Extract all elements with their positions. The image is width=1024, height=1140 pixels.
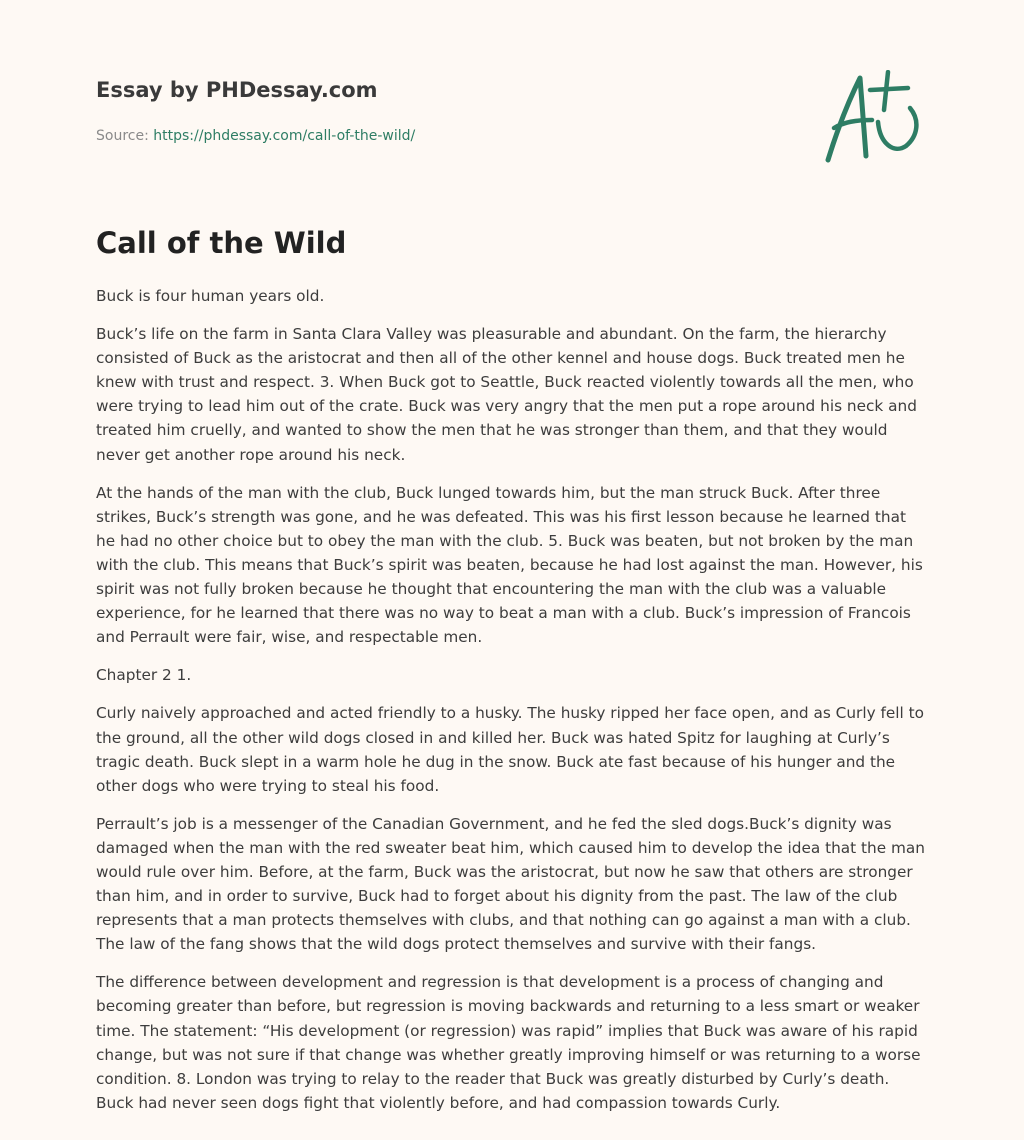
essay-paragraph: The difference between development and regression is that development is a process of changing and becoming greater than before, but regression is moving backwards and returning to a less smart or weaker time. The statement: “His development (or regression) was rapid” implies that Buck was aware of his rapid change, but was not sure if that change was whether greatly improving himself or was returning to a worse condition. 8. London was trying to relay to the reader that Buck was greatly disturbed by Curly’s death. Buck had never seen dogs fight that violently before, and had compassion towards Curly. xyxy=(96,973,921,1112)
essay-paragraph: Curly naively approached and acted friendly to a husky. The husky ripped her face open, and as Curly fell to the ground, all the other wild dogs closed in and killed her. Buck was hated Spitz for laughing at Curly’s tragic death. Buck slept in a warm hole he dug in the snow. Buck ate fast because of his hunger and the other dogs who were trying to steal his food. xyxy=(96,704,925,795)
essay-paragraph: At the hands of the man with the club, Buck lunged towards him, but the man struck Buck. After three strikes, Buck’s strength was gone, and he was defeated. This was his first lesson because he learned that he had no other choice but to obey the man with the club. 5. Buck was beaten, but not broken by the man with the club. This means that Buck’s spirit was beaten, because he had lost against the man. However, his spirit was not fully broken because he thought that encountering the man with the club was a valuable experience, for he learned that there was no way to beat a man with a club. Buck’s impression of Francois and Perrault were fair, wise, and respectable men. xyxy=(96,483,923,647)
essay-paragraph: Buck’s life on the farm in Santa Clara Valley was pleasurable and abundant. On the farm, the hierarchy consisted of Buck as the aristocrat and then all of the other kennel and house dogs. Buck treated men he knew with trust and respect. 3. When Buck got to Seattle, Buck reacted violently towards all the men, who were trying to lead him out of the crate. Buck was very angry that the men put a rope around his neck and treated him cruelly, and wanted to show the men that he was stronger than them, and that they would never get another rope around his neck. xyxy=(96,325,917,464)
a-plus-logo-icon xyxy=(822,70,926,164)
essay-header xyxy=(96,76,796,146)
source-line xyxy=(96,126,796,146)
essay-paragraph: Chapter 2 1. xyxy=(96,666,192,685)
site-brand: Essay by PHDessay.com xyxy=(96,78,378,102)
essay-title: Call of the Wild xyxy=(96,226,347,260)
essay-paragraph: Buck is four human years old. xyxy=(96,287,325,305)
source-link[interactable]: https://phdessay.com/call-of-the-wild/ xyxy=(153,128,416,144)
source-label: Source: xyxy=(96,128,149,144)
essay-body xyxy=(96,284,928,1129)
essay-paragraph: Perrault’s job is a messenger of the Canadian Government, and he fed the sled dogs.Buck’s dignity was damaged when the man with the red sweater beat him, which caused him to develop the idea that the man would rule over him. Before, at the farm, Buck was the aristocrat, but now he saw that others are stronger than him, and in order to survive, Buck had to forget about his dignity from the past. The law of the club represents that a man protects themselves with clubs, and that nothing can go against a man with a club. The law of the fang shows that the wild dogs protect themselves and survive with their fangs. xyxy=(96,814,925,954)
